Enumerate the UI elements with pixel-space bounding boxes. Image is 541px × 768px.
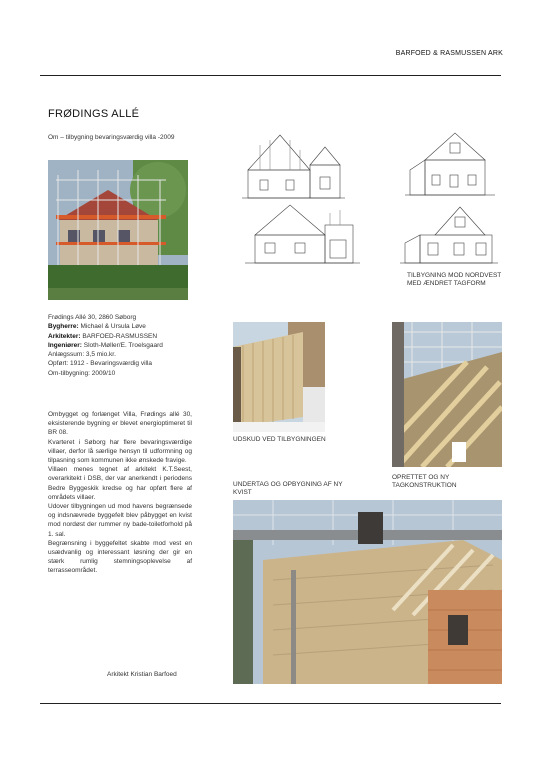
- dormer-construction-photo: [233, 500, 502, 684]
- address: Frødings Allé 30, 2860 Søborg: [48, 314, 137, 321]
- owner-line: [48, 322, 198, 331]
- elevation-southeast: [400, 207, 498, 263]
- elevation-drawings: [240, 125, 510, 270]
- description-paragraph: Villaen menes tegnet af arkitekt K.T.Seest, overarkitekt i DSB, der var anerkendt i periodens Bedre Byggeskik kredse og har opført flere af områdets villaer.: [48, 466, 192, 501]
- rebuilt-year: Om-tilbygning: 2009/10: [48, 369, 116, 377]
- engineer-value: Sloth-Møller/E. Troelsgaard: [83, 341, 163, 349]
- description-paragraph: Kvarteret i Søborg har flere bevaringsværdige villaer, derfor lå særlige hensyn til udformning og tilpasning som kommunen ikke ønskede fravige.: [48, 438, 192, 465]
- elevation-northeast: [405, 133, 495, 195]
- architect-value: BARFOED-RASMUSSEN: [82, 332, 158, 340]
- bottom-rule: [40, 703, 501, 704]
- description-paragraph: Begrænsning i byggefeltet skabte mod vest en usædvanlig og interessant løsning der gir en stærk rumlig stemningsoplevelse af terrasseområdet.: [48, 539, 192, 575]
- caption-roof: OPRETTET OG NY TAGKONSTRUKTION: [392, 474, 457, 489]
- owner-value: Michael & Ursula Løve: [80, 323, 146, 331]
- engineer-line: [48, 341, 198, 350]
- project-title: FRØDINGS ALLÉ: [48, 108, 140, 120]
- architect-line: [48, 332, 198, 341]
- caption-elevations: TILBYGNING MOD NORDVEST MED ÆNDRET TAGFORM: [407, 272, 502, 287]
- shed-extension-photo: [233, 322, 325, 432]
- signature: Arkitekt Kristian Barfoed: [107, 671, 177, 678]
- description-paragraph: Udover tilbygningen ud mod havens begrænsede og indsnævrede byggefelt blev påbygget en kvist mod nordøst der rummer ny bade-toiletforhold på 1. sal.: [48, 503, 192, 538]
- project-facts: [48, 313, 198, 378]
- architect-label: Arkitekter:: [48, 332, 81, 340]
- project-description: [48, 410, 192, 576]
- caption-shed: UDSKUD VED TILBYGNINGEN: [233, 436, 326, 443]
- firm-name: BARFOED & RASMUSSEN ARK: [395, 50, 503, 57]
- house-scaffolding-photo: [48, 160, 188, 300]
- project-subtitle: Om – tilbygning bevaringsværdig villa -2009: [48, 134, 175, 141]
- owner-label: Bygherre:: [48, 323, 79, 331]
- elevation-southwest: [242, 135, 345, 198]
- description-paragraph: Ombygget og forlænget Villa, Frødings allé 30, eksisterende bygning er blevet energioptimeret til BR 08.: [48, 411, 192, 437]
- top-rule: [40, 75, 501, 76]
- engineer-label: Ingeniører:: [48, 341, 82, 349]
- caption-dormer: UNDERTAG OG OPBYGNING AF NY KVIST: [233, 481, 343, 496]
- budget: Anlægssum: 3,5 mio.kr.: [48, 351, 116, 359]
- built-year: Opført: 1912 - Bevaringsværdig villa: [48, 360, 153, 368]
- roof-construction-photo: [392, 322, 502, 467]
- elevation-northwest: [245, 205, 360, 263]
